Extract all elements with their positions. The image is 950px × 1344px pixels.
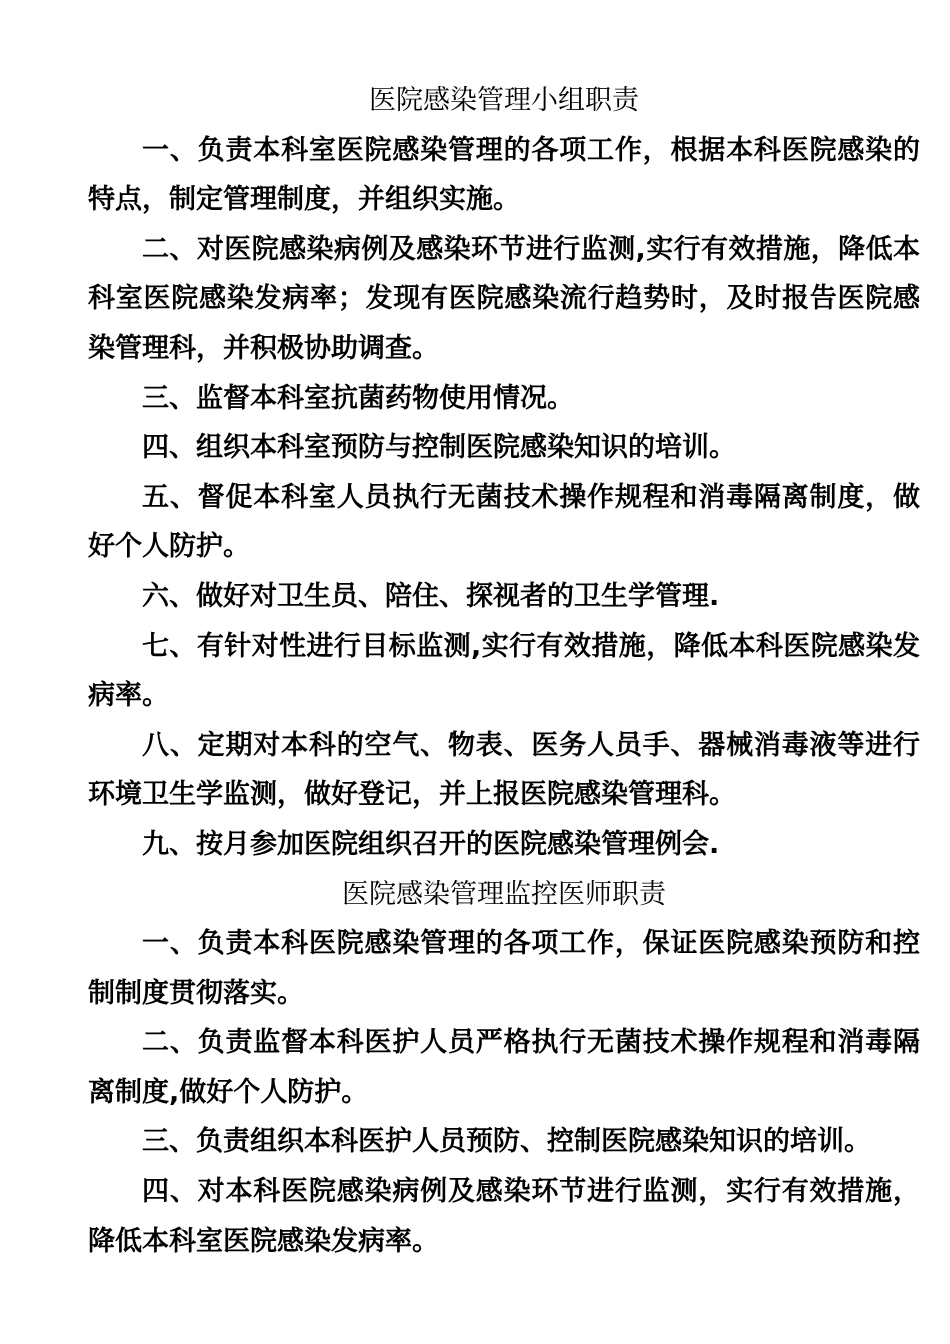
section-title-infection-team: 医院感染管理小组职责 (369, 85, 639, 116)
doctor-duty-3: 三、负责组织本科医护人员预防、控制医院感染知识的培训。 (142, 1126, 871, 1158)
doctor-duty-4: 四、对本科医院感染病例及感染环节进行监测，实行有效措施，降低本科室医院感染发病率。 (88, 1176, 920, 1257)
team-duty-2: 二、对医院感染病例及感染环节进行监测,实行有效措施，降低本科室医院感染发病率；发现有医院感染流行趋势时，及时报告医院感染管理科，并积极协助调查。 (88, 233, 920, 364)
team-duty-4: 四、组织本科室预防与控制医院感染知识的培训。 (142, 432, 736, 464)
team-duty-8: 八、定期对本科的空气、物表、医务人员手、器械消毒液等进行环境卫生学监测，做好登记，并上报医院感染管理科。 (88, 729, 920, 811)
section-title-monitor-doctor: 医院感染管理监控医师职责 (342, 878, 666, 910)
team-duty-1: 一、负责本科室医院感染管理的各项工作，根据本科医院感染的特点，制定管理制度，并组织实施。 (88, 134, 920, 216)
team-duty-5: 五、督促本科室人员执行无菌技术操作规程和消毒隔离制度，做好个人防护。 (88, 481, 920, 563)
document-page (88, 76, 920, 1266)
doctor-duty-1: 一、负责本科医院感染管理的各项工作，保证医院感染预防和控制制度贯彻落实。 (88, 928, 920, 1009)
team-duty-7: 七、有针对性进行目标监测,实行有效措施，降低本科医院感染发病率。 (88, 630, 920, 712)
team-duty-6: 六、做好对卫生员、陪住、探视者的卫生学管理. (142, 580, 720, 612)
team-duty-9: 九、按月参加医院组织召开的医院感染管理例会. (142, 828, 720, 860)
doctor-duty-2: 二、负责监督本科医护人员严格执行无菌技术操作规程和消毒隔离制度,做好个人防护。 (88, 1027, 920, 1108)
team-duty-3: 三、监督本科室抗菌药物使用情况。 (142, 382, 574, 414)
